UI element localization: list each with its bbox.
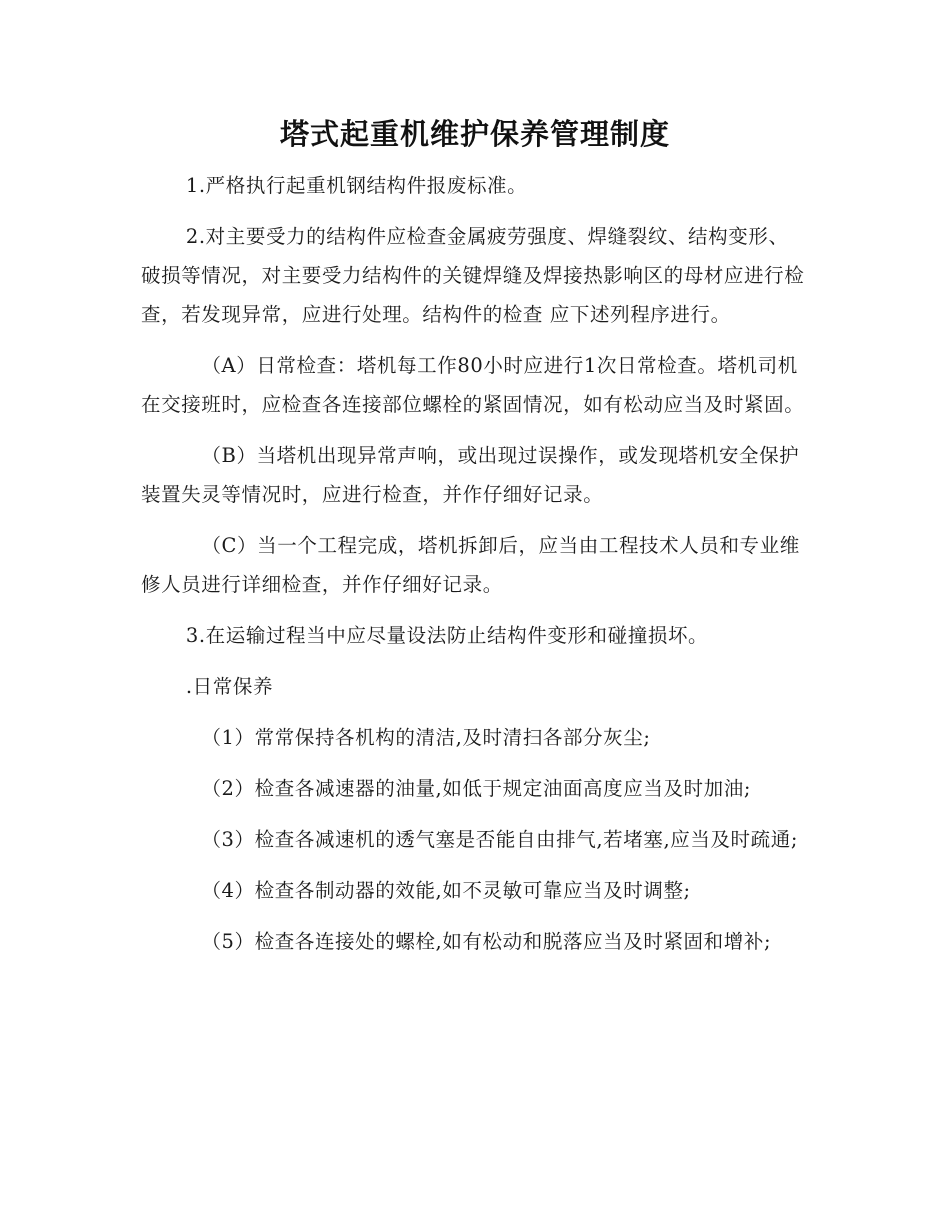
paragraph-10: （3）检查各减速机的透气塞是否能自由排气,若堵塞,应当及时疏通; [201,828,799,851]
paragraph-5: （C）当一个工程完成，塔机拆卸后，应当由工程技术人员和专业维修人员进行详细检查，并作仔细好记录。 [141,534,800,596]
paragraph-3: （A）日常检查：塔机每工作80小时应进行1次日常检查。塔机司机在交接班时，应检查各连接部位螺栓的紧固情况，如有松动应当及时紧固。 [141,354,805,416]
paragraph-8: （1）常常保持各机构的清洁,及时清扫各部分灰尘; [201,726,651,749]
document-body [141,166,805,973]
paragraph-6: 3.在运输过程当中应尽量设法防止结构件变形和碰撞损坏。 [185,624,709,647]
paragraph-12: （5）检查各连接处的螺栓,如有松动和脱落应当及时紧固和增补; [201,930,772,953]
document-title: 塔式起重机维护保养管理制度 [279,117,670,151]
paragraph-2: 2.对主要受力的结构件应检查金属疲劳强度、焊缝裂纹、结构变形、破损等情况，对主要受力结构件的关键焊缝及焊接热影响区的母材应进行检查，若发现异常，应进行处理。结构件的检查 应下述列程序进行。 [141,225,805,326]
paragraph-4: （B）当塔机出现异常声响，或出现过误操作，或发现塔机安全保护装置失灵等情况时，应进行检查，并作仔细好记录。 [141,444,800,506]
paragraph-9: （2）检查各减速器的油量,如低于规定油面高度应当及时加油; [201,777,752,800]
paragraph-11: （4）检查各制动器的效能,如不灵敏可靠应当及时调整; [201,879,691,902]
paragraph-7: .日常保养 [185,675,274,698]
paragraph-1: 1.严格执行起重机钢结构件报废标准。 [185,174,528,197]
